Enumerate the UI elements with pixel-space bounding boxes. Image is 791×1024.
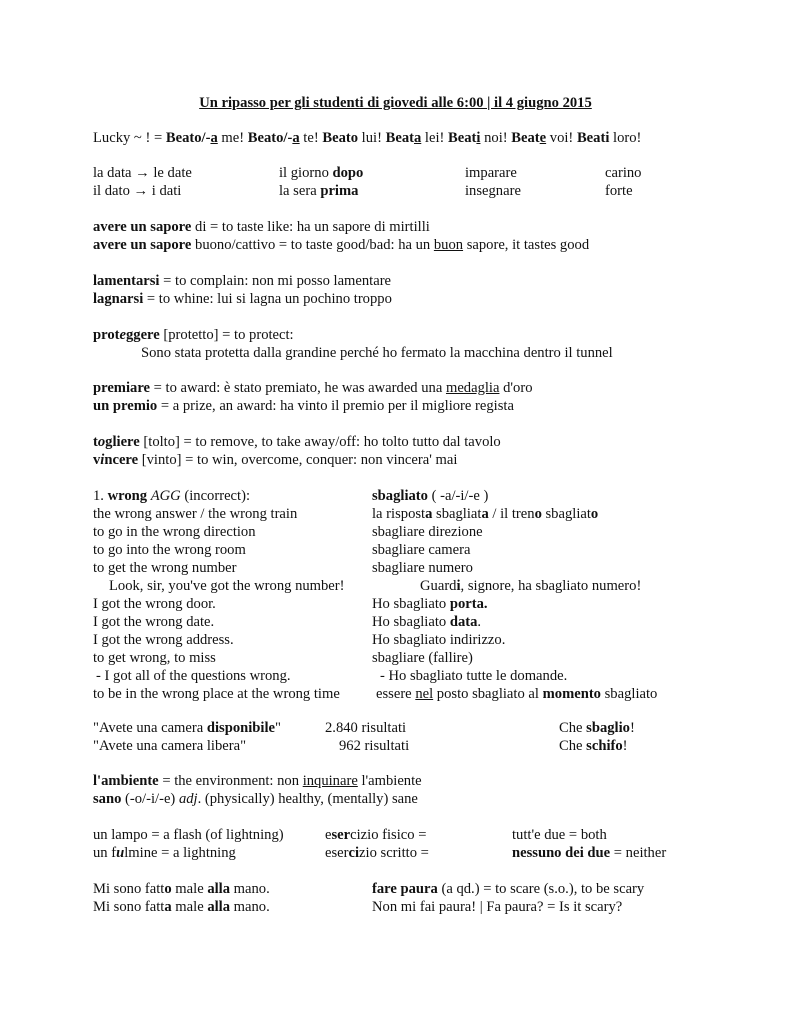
sbagliato-header: sbagliato ( -a/-i/-e )	[372, 488, 489, 504]
wrong-en-line: to go in the wrong direction	[93, 524, 256, 540]
lucky-line: Lucky ~ ! = Beato/-a me! Beato/-a te! Beato lui! Beata lei! Beati noi! Beate voi! Beati loro!	[93, 130, 642, 146]
wrong-it-line: Ho sbagliato indirizzo.	[372, 632, 506, 648]
fulmine-line: un fulmine = a lightning	[93, 845, 236, 861]
wrong-it-line: - Ho sbagliato tutte le domande.	[380, 668, 568, 684]
vocab-cell: carino	[605, 165, 642, 181]
ambiente-line: l'ambiente = the environment: non inquinare l'ambiente	[93, 773, 422, 789]
sapore-line-2: avere un sapore buono/cattivo = to taste good/bad: ha un buon sapore, it tastes good	[93, 237, 590, 253]
wrong-en-line: Look, sir, you've got the wrong number!	[109, 578, 345, 594]
wrong-en-line: - I got all of the questions wrong.	[96, 668, 291, 684]
paura-example: Non mi fai paura! | Fa paura? = Is it scary?	[372, 899, 623, 915]
wrong-en-line: I got the wrong date.	[93, 614, 215, 630]
wrong-it-line: Guardi, signore, ha sbagliato numero!	[420, 578, 642, 594]
wrong-it-line: la risposta sbagliata / il treno sbagliato	[372, 506, 599, 522]
esercizio-line: esercizio scritto =	[325, 845, 429, 861]
lampo-line: un lampo = a flash (of lightning)	[93, 827, 284, 843]
wrong-en-line: to get wrong, to miss	[93, 650, 216, 666]
both-line: tutt'e due = both	[512, 827, 607, 843]
proteggere-example: Sono stata protetta dalla grandine perché ho fermato la macchina dentro il tunnel	[141, 345, 613, 361]
wrong-it-line: sbagliare camera	[372, 542, 471, 558]
vocab-cell: forte	[605, 183, 633, 199]
sapore-line-1: avere un sapore di = to taste like: ha un sapore di mirtilli	[93, 219, 430, 235]
wrong-en-line: I got the wrong door.	[93, 596, 216, 612]
wrong-en-line: to get the wrong number	[93, 560, 237, 576]
wrong-it-line: Ho sbagliato data.	[372, 614, 482, 630]
vocab-cell: imparare	[465, 165, 517, 181]
page-title: Un ripasso per gli studenti di giovedi alle 6:00 | il 4 giugno 2015	[199, 95, 592, 111]
vocab-cell: il dato → i dati	[93, 183, 182, 199]
proteggere-line: proteggere [protetto] = to protect:	[93, 327, 294, 343]
vincere-line: vincere [vinto] = to win, overcome, conquer: non vincera' mai	[93, 452, 458, 468]
wrong-en-line: to be in the wrong place at the wrong time	[93, 686, 340, 702]
wrong-it-line: essere nel posto sbagliato al momento sbagliato	[376, 686, 658, 702]
wrong-en-line: I got the wrong address.	[93, 632, 234, 648]
lamentarsi-line: lamentarsi = to complain: non mi posso lamentare	[93, 273, 392, 289]
sano-line: sano (-o/-i/-e) adj. (physically) healthy, (mentally) sane	[93, 791, 418, 807]
vocab-cell: il giorno dopo	[279, 165, 364, 181]
search-query-1: "Avete una camera disponibile"	[93, 720, 281, 736]
search-query-2: "Avete una camera libera"	[93, 738, 247, 754]
wrong-header: 1. wrong AGG (incorrect):	[93, 488, 250, 504]
exclamation: Che sbaglio!	[559, 720, 635, 736]
premiare-line: premiare = to award: è stato premiato, he was awarded una medaglia d'oro	[93, 380, 533, 396]
wrong-en-line: to go into the wrong room	[93, 542, 246, 558]
neither-line: nessuno dei due = neither	[512, 845, 667, 861]
premio-line: un premio = a prize, an award: ha vinto il premio per il migliore regista	[93, 398, 514, 414]
vocab-cell: la data → le date	[93, 165, 192, 181]
search-result-count: 2.840 risultati	[325, 720, 407, 736]
vocab-cell: insegnare	[465, 183, 521, 199]
vocab-cell: la sera prima	[279, 183, 359, 199]
search-result-count: 962 risultati	[339, 738, 410, 754]
togliere-line: togliere [tolto] = to remove, to take away/off: ho tolto tutto dal tavolo	[93, 434, 501, 450]
wrong-en-line: the wrong answer / the wrong train	[93, 506, 298, 522]
wrong-it-line: Ho sbagliato porta.	[372, 596, 488, 612]
exclamation: Che schifo!	[559, 738, 628, 754]
wrong-it-line: sbagliare direzione	[372, 524, 483, 540]
male-line: Mi sono fatta male alla mano.	[93, 899, 270, 915]
wrong-it-line: sbagliare (fallire)	[372, 650, 473, 666]
paura-line: fare paura (a qd.) = to scare (s.o.), to be scary	[372, 881, 645, 897]
male-line: Mi sono fatto male alla mano.	[93, 881, 270, 897]
wrong-it-line: sbagliare numero	[372, 560, 473, 576]
lagnarsi-line: lagnarsi = to whine: lui si lagna un pochino troppo	[93, 291, 392, 307]
lucky-prefix: Lucky ~ ! =	[93, 130, 166, 146]
esercizio-line: esercizio fisico =	[325, 827, 427, 843]
